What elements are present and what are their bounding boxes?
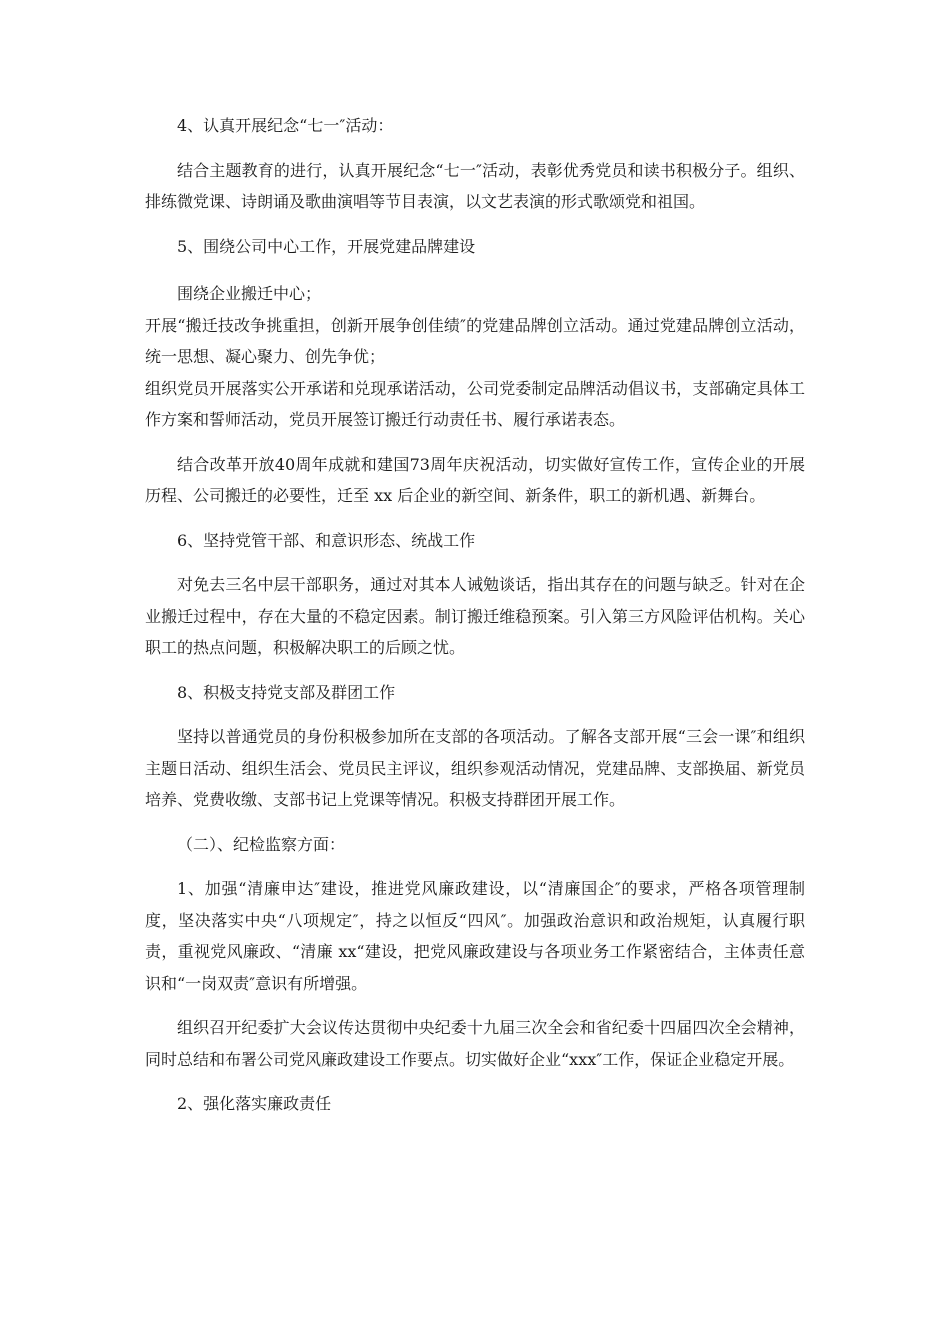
part-2-item-2-heading: 2、强化落实廉政责任 bbox=[177, 1094, 332, 1113]
part-2-item-1-body: 1、加强“清廉申达″建设，推进党风廉政建设，以“清廉国企″的要求，严格各项管理制度，坚决落实中央“八项规定″，持之以恒反“四风″。加强政治意识和政治规矩，认真履行职责，重视党风廉政、“清廉 xx“建设，把党风廉政建设与各项业务工作紧密结合，主体责任意识和“一岗双责″意识有所增强。 bbox=[145, 879, 805, 993]
document-page bbox=[145, 110, 805, 1120]
section-8-heading: 8、积极支持党支部及群团工作 bbox=[177, 682, 396, 702]
part-2-heading: （二）、纪检监察方面： bbox=[177, 834, 346, 854]
section-8-body: 坚持以普通党员的身份积极参加所在支部的各项活动。了解各支部开展“三会一课″和组织主题日活动、组织生活会、党员民主评议，组织参观活动情况，党建品牌、支部换届、新党员培养、党费收缴、支部书记上党课等情况。积极支持群团开展工作。 bbox=[145, 727, 805, 809]
section-4-body: 结合主题教育的进行，认真开展纪念“七一″活动，表彰优秀党员和读书积极分子。组织、排练微党课、诗朗诵及歌曲演唱等节目表演，以文艺表演的形式歌颂党和祖国。 bbox=[145, 160, 805, 211]
section-6-body: 对免去三名中层干部职务，通过对其本人诫勉谈话，指出其存在的问题与缺乏。针对在企业搬迁过程中，存在大量的不稳定因素。制订搬迁维稳预案。引入第三方风险评估机构。关心职工的热点问题，积极解决职工的后顾之忧。 bbox=[145, 575, 805, 657]
section-5-line-2: 开展“搬迁技改争挑重担，创新开展争创佳绩″的党建品牌创立活动。通过党建品牌创立活动，统一思想、凝心聚力、创先争优； bbox=[145, 315, 805, 366]
section-5-line-3: 组织党员开展落实公开承诺和兑现承诺活动，公司党委制定品牌活动倡议书，支部确定具体工作方案和誓师活动，党员开展签订搬迁行动责任书、履行承诺表态。 bbox=[145, 378, 805, 429]
section-5-heading: 5、围绕公司中心工作，开展党建品牌建设 bbox=[177, 236, 476, 256]
section-6-heading: 6、坚持党管干部、和意识形态、统战工作 bbox=[177, 530, 476, 550]
section-5-line-1: 围绕企业搬迁中心； bbox=[177, 284, 322, 303]
section-4-heading: 4、认真开展纪念“七一″活动： bbox=[177, 116, 394, 135]
part-2-item-1-body-2: 组织召开纪委扩大会议传达贯彻中央纪委十九届三次全会和省纪委十四届四次全会精神，同时总结和布署公司党风廉政建设工作要点。切实做好企业“xxx″工作，保证企业稳定开展。 bbox=[145, 1018, 805, 1069]
section-5-body-2: 结合改革开放40周年成就和建国73周年庆祝活动，切实做好宣传工作，宣传企业的开展历程、公司搬迁的必要性，迁至 xx 后企业的新空间、新条件，职工的新机遇、新舞台。 bbox=[145, 454, 805, 505]
